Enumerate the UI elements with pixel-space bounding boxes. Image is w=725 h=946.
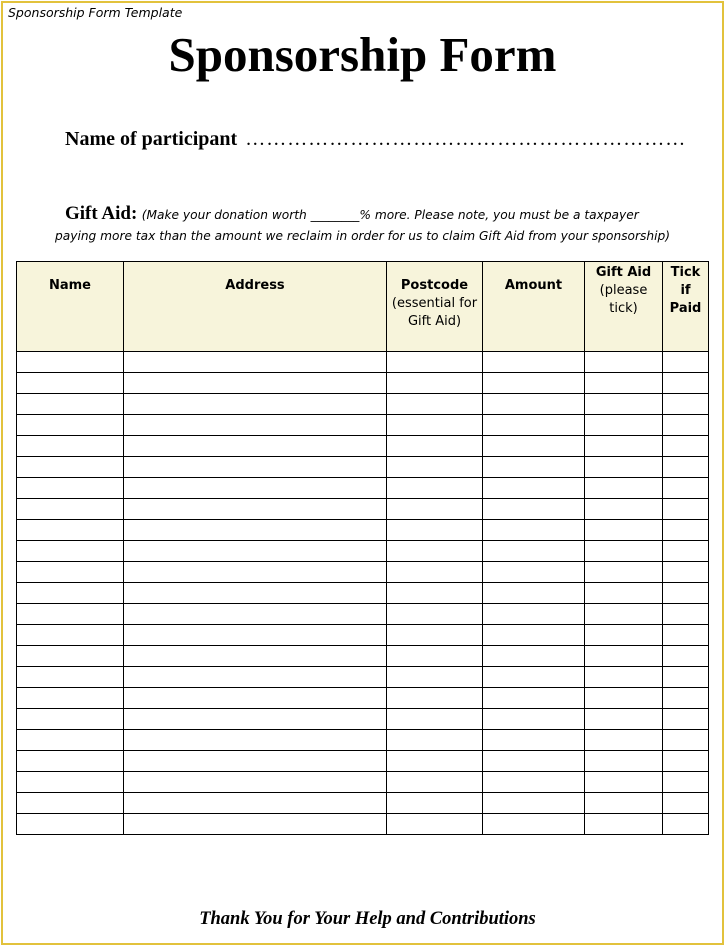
table-row <box>17 541 709 562</box>
gift-aid-cell[interactable] <box>585 499 663 520</box>
paid-cell[interactable] <box>663 373 709 394</box>
gift-aid-tick-note: (please tick) <box>599 283 648 316</box>
address-cell[interactable] <box>124 793 387 814</box>
table-header-row <box>17 262 709 352</box>
table-body <box>17 352 709 835</box>
postcode-cell[interactable] <box>387 667 483 688</box>
amount-cell[interactable] <box>483 499 585 520</box>
name-cell[interactable] <box>17 646 124 667</box>
amount-cell[interactable] <box>483 814 585 835</box>
thank-you-footer: Thank You for Your Help and Contributions <box>199 909 536 929</box>
paid-cell[interactable] <box>663 520 709 541</box>
table-row <box>17 730 709 751</box>
gift-aid-text-line2: paying more tax than the amount we reclaim in order for us to claim Gift Aid from your sponsorship) <box>55 229 670 243</box>
name-cell[interactable] <box>17 730 124 751</box>
participant-row <box>65 128 686 151</box>
paid-cell[interactable] <box>663 751 709 772</box>
paid-cell[interactable] <box>663 457 709 478</box>
table-row <box>17 562 709 583</box>
paid-cell[interactable] <box>663 793 709 814</box>
paid-cell[interactable] <box>663 688 709 709</box>
name-cell[interactable] <box>17 667 124 688</box>
postcode-cell[interactable] <box>387 730 483 751</box>
column-header-name: Name <box>17 262 124 352</box>
paid-cell[interactable] <box>663 352 709 373</box>
postcode-cell[interactable] <box>387 394 483 415</box>
table-row <box>17 604 709 625</box>
amount-cell[interactable] <box>483 415 585 436</box>
gift-aid-cell[interactable] <box>585 709 663 730</box>
table-row <box>17 352 709 373</box>
name-cell[interactable] <box>17 772 124 793</box>
address-cell[interactable] <box>124 772 387 793</box>
address-cell[interactable] <box>124 499 387 520</box>
postcode-cell[interactable] <box>387 751 483 772</box>
participant-name-field[interactable]: ……………………………………………………… <box>245 128 687 150</box>
paid-cell[interactable] <box>663 709 709 730</box>
postcode-cell[interactable] <box>387 793 483 814</box>
postcode-cell[interactable] <box>387 709 483 730</box>
address-cell[interactable] <box>124 436 387 457</box>
gift-aid-cell[interactable] <box>585 814 663 835</box>
paid-cell[interactable] <box>663 625 709 646</box>
postcode-cell[interactable] <box>387 436 483 457</box>
column-header-tick-if-paid: Tick if Paid <box>663 262 709 352</box>
table-row <box>17 499 709 520</box>
table-row <box>17 688 709 709</box>
column-header-address: Address <box>124 262 387 352</box>
gift-aid-cell[interactable] <box>585 772 663 793</box>
postcode-cell[interactable] <box>387 688 483 709</box>
paid-cell[interactable] <box>663 478 709 499</box>
amount-cell[interactable] <box>483 478 585 499</box>
name-cell[interactable] <box>17 814 124 835</box>
column-header-amount: Amount <box>483 262 585 352</box>
postcode-cell[interactable] <box>387 478 483 499</box>
address-cell[interactable] <box>124 352 387 373</box>
address-cell[interactable] <box>124 520 387 541</box>
address-cell[interactable] <box>124 751 387 772</box>
name-cell[interactable] <box>17 793 124 814</box>
name-cell[interactable] <box>17 478 124 499</box>
table-row <box>17 457 709 478</box>
column-header-postcode: Postcode (essential for Gift Aid) <box>387 262 483 352</box>
paid-cell[interactable] <box>663 730 709 751</box>
gift-aid-cell[interactable] <box>585 646 663 667</box>
template-label: Sponsorship Form Template <box>8 5 183 20</box>
address-cell[interactable] <box>124 394 387 415</box>
table-row <box>17 709 709 730</box>
paid-cell[interactable] <box>663 415 709 436</box>
address-cell[interactable] <box>124 688 387 709</box>
gift-aid-note <box>65 203 639 225</box>
amount-cell[interactable] <box>483 436 585 457</box>
address-cell[interactable] <box>124 457 387 478</box>
paid-cell[interactable] <box>663 541 709 562</box>
name-cell[interactable] <box>17 604 124 625</box>
postcode-cell[interactable] <box>387 352 483 373</box>
name-cell[interactable] <box>17 373 124 394</box>
paid-cell[interactable] <box>663 499 709 520</box>
postcode-cell[interactable] <box>387 457 483 478</box>
paid-cell[interactable] <box>663 583 709 604</box>
gift-aid-cell[interactable] <box>585 583 663 604</box>
address-cell[interactable] <box>124 667 387 688</box>
table-row <box>17 478 709 499</box>
address-cell[interactable] <box>124 604 387 625</box>
name-cell[interactable] <box>17 751 124 772</box>
amount-cell[interactable] <box>483 772 585 793</box>
table-row <box>17 373 709 394</box>
name-cell[interactable] <box>17 709 124 730</box>
paid-cell[interactable] <box>663 394 709 415</box>
postcode-cell[interactable] <box>387 562 483 583</box>
amount-cell[interactable] <box>483 688 585 709</box>
name-cell[interactable] <box>17 562 124 583</box>
gift-aid-cell[interactable] <box>585 541 663 562</box>
paid-cell[interactable] <box>663 562 709 583</box>
postcode-cell[interactable] <box>387 499 483 520</box>
postcode-cell[interactable] <box>387 520 483 541</box>
postcode-cell[interactable] <box>387 583 483 604</box>
postcode-cell[interactable] <box>387 604 483 625</box>
gift-aid-cell[interactable] <box>585 562 663 583</box>
gift-aid-cell[interactable] <box>585 436 663 457</box>
name-cell[interactable] <box>17 394 124 415</box>
name-cell[interactable] <box>17 541 124 562</box>
table-row <box>17 394 709 415</box>
address-cell[interactable] <box>124 583 387 604</box>
address-cell[interactable] <box>124 373 387 394</box>
participant-label: Name of participant <box>65 128 238 150</box>
paid-cell[interactable] <box>663 667 709 688</box>
gift-aid-cell[interactable] <box>585 394 663 415</box>
amount-cell[interactable] <box>483 667 585 688</box>
address-cell[interactable] <box>124 814 387 835</box>
gift-aid-cell[interactable] <box>585 625 663 646</box>
gift-aid-cell[interactable] <box>585 793 663 814</box>
amount-cell[interactable] <box>483 394 585 415</box>
amount-cell[interactable] <box>483 457 585 478</box>
name-cell[interactable] <box>17 625 124 646</box>
postcode-cell[interactable] <box>387 625 483 646</box>
postcode-note: (essential for Gift Aid) <box>391 296 478 329</box>
name-cell[interactable] <box>17 688 124 709</box>
table-row <box>17 772 709 793</box>
postcode-cell[interactable] <box>387 373 483 394</box>
address-cell[interactable] <box>124 541 387 562</box>
address-cell[interactable] <box>124 646 387 667</box>
sponsorship-table <box>16 261 709 835</box>
address-cell[interactable] <box>124 478 387 499</box>
amount-cell[interactable] <box>483 562 585 583</box>
paid-cell[interactable] <box>663 436 709 457</box>
amount-cell[interactable] <box>483 373 585 394</box>
gift-aid-cell[interactable] <box>585 520 663 541</box>
paid-cell[interactable] <box>663 646 709 667</box>
postcode-cell[interactable] <box>387 772 483 793</box>
amount-cell[interactable] <box>483 646 585 667</box>
name-cell[interactable] <box>17 583 124 604</box>
address-cell[interactable] <box>124 415 387 436</box>
gift-aid-cell[interactable] <box>585 373 663 394</box>
gift-aid-cell[interactable] <box>585 688 663 709</box>
address-cell[interactable] <box>124 709 387 730</box>
gift-aid-cell[interactable] <box>585 457 663 478</box>
name-cell[interactable] <box>17 415 124 436</box>
gift-aid-text-line1: (Make your donation worth ________% more. Please note, you must be a taxpayer <box>141 208 639 222</box>
name-cell[interactable] <box>17 499 124 520</box>
amount-cell[interactable] <box>483 352 585 373</box>
amount-cell[interactable] <box>483 541 585 562</box>
form-title: Sponsorship Form <box>168 27 557 82</box>
amount-cell[interactable] <box>483 625 585 646</box>
gift-aid-cell[interactable] <box>585 415 663 436</box>
amount-cell[interactable] <box>483 751 585 772</box>
name-cell[interactable] <box>17 352 124 373</box>
address-cell[interactable] <box>124 625 387 646</box>
address-cell[interactable] <box>124 730 387 751</box>
gift-aid-cell[interactable] <box>585 730 663 751</box>
paid-cell[interactable] <box>663 604 709 625</box>
amount-cell[interactable] <box>483 583 585 604</box>
gift-aid-cell[interactable] <box>585 667 663 688</box>
gift-aid-cell[interactable] <box>585 352 663 373</box>
postcode-cell[interactable] <box>387 814 483 835</box>
gift-aid-cell[interactable] <box>585 478 663 499</box>
table-row <box>17 415 709 436</box>
table-row <box>17 667 709 688</box>
amount-cell[interactable] <box>483 793 585 814</box>
gift-aid-cell[interactable] <box>585 604 663 625</box>
table-row <box>17 793 709 814</box>
amount-cell[interactable] <box>483 604 585 625</box>
postcode-cell[interactable] <box>387 646 483 667</box>
amount-cell[interactable] <box>483 730 585 751</box>
name-cell[interactable] <box>17 520 124 541</box>
paid-cell[interactable] <box>663 814 709 835</box>
table-row <box>17 751 709 772</box>
table-row <box>17 436 709 457</box>
name-cell[interactable] <box>17 436 124 457</box>
table-row <box>17 520 709 541</box>
table-row <box>17 814 709 835</box>
postcode-cell[interactable] <box>387 415 483 436</box>
table-row <box>17 583 709 604</box>
gift-aid-cell[interactable] <box>585 751 663 772</box>
amount-cell[interactable] <box>483 709 585 730</box>
gift-aid-label: Gift Aid: <box>65 203 138 224</box>
table-row <box>17 646 709 667</box>
column-header-gift-aid: Gift Aid (please tick) <box>585 262 663 352</box>
name-cell[interactable] <box>17 457 124 478</box>
paid-cell[interactable] <box>663 772 709 793</box>
table-row <box>17 625 709 646</box>
postcode-cell[interactable] <box>387 541 483 562</box>
amount-cell[interactable] <box>483 520 585 541</box>
address-cell[interactable] <box>124 562 387 583</box>
